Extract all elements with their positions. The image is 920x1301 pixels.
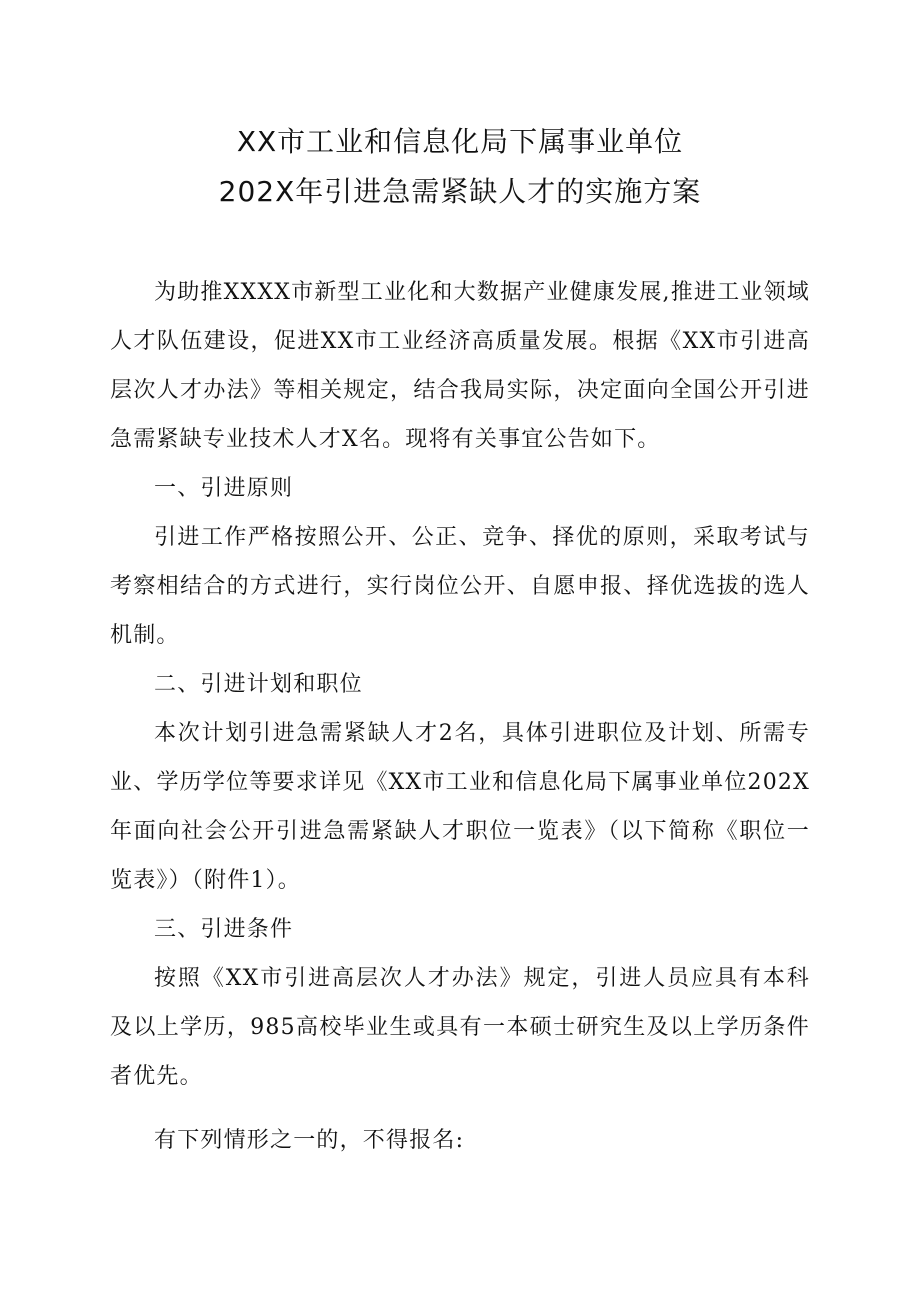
principles-paragraph: 引进工作严格按照公开、公正、竞争、择优的原则，采取考试与考察相结合的方式进行，实行岗位公开、自愿申报、择优选拔的选人机制。 [110, 525, 810, 648]
section-heading-principles: 一、引进原则 [154, 476, 294, 501]
section-heading-plan: 二、引进计划和职位 [154, 672, 363, 697]
section-heading-conditions: 三、引进条件 [154, 917, 294, 942]
plan-paragraph: 本次计划引进急需紧缺人才2名，具体引进职位及计划、所需专业、学历学位等要求详见《XX市工业和信息化局下属事业单位202X年面向社会公开引进急需紧缺人才职位一览表》（以下简称《职位一览表》）（附件1）。 [110, 721, 810, 893]
conditions-paragraph: 按照《XX市引进高层次人才办法》规定，引进人员应具有本科及以上学历，985高校毕业生或具有一本硕士研究生及以上学历条件者优先。 [110, 966, 810, 1089]
exclusions-intro-paragraph: 有下列情形之一的，不得报名: [154, 1128, 465, 1153]
intro-paragraph: 为助推XXXX市新型工业化和大数据产业健康发展,推进工业领域人才队伍建设，促进XX市工业经济高质量发展。根据《XX市引进高层次人才办法》等相关规定，结合我局实际，决定面向全国公开引进急需紧缺专业技术人才X名。现将有关事宜公告如下。 [110, 280, 810, 452]
document-title-line-1: XX市工业和信息化局下属事业单位 [236, 125, 684, 158]
document-title-line-2: 202X年引进急需紧缺人才的实施方案 [218, 175, 702, 208]
document-body [110, 268, 810, 1165]
